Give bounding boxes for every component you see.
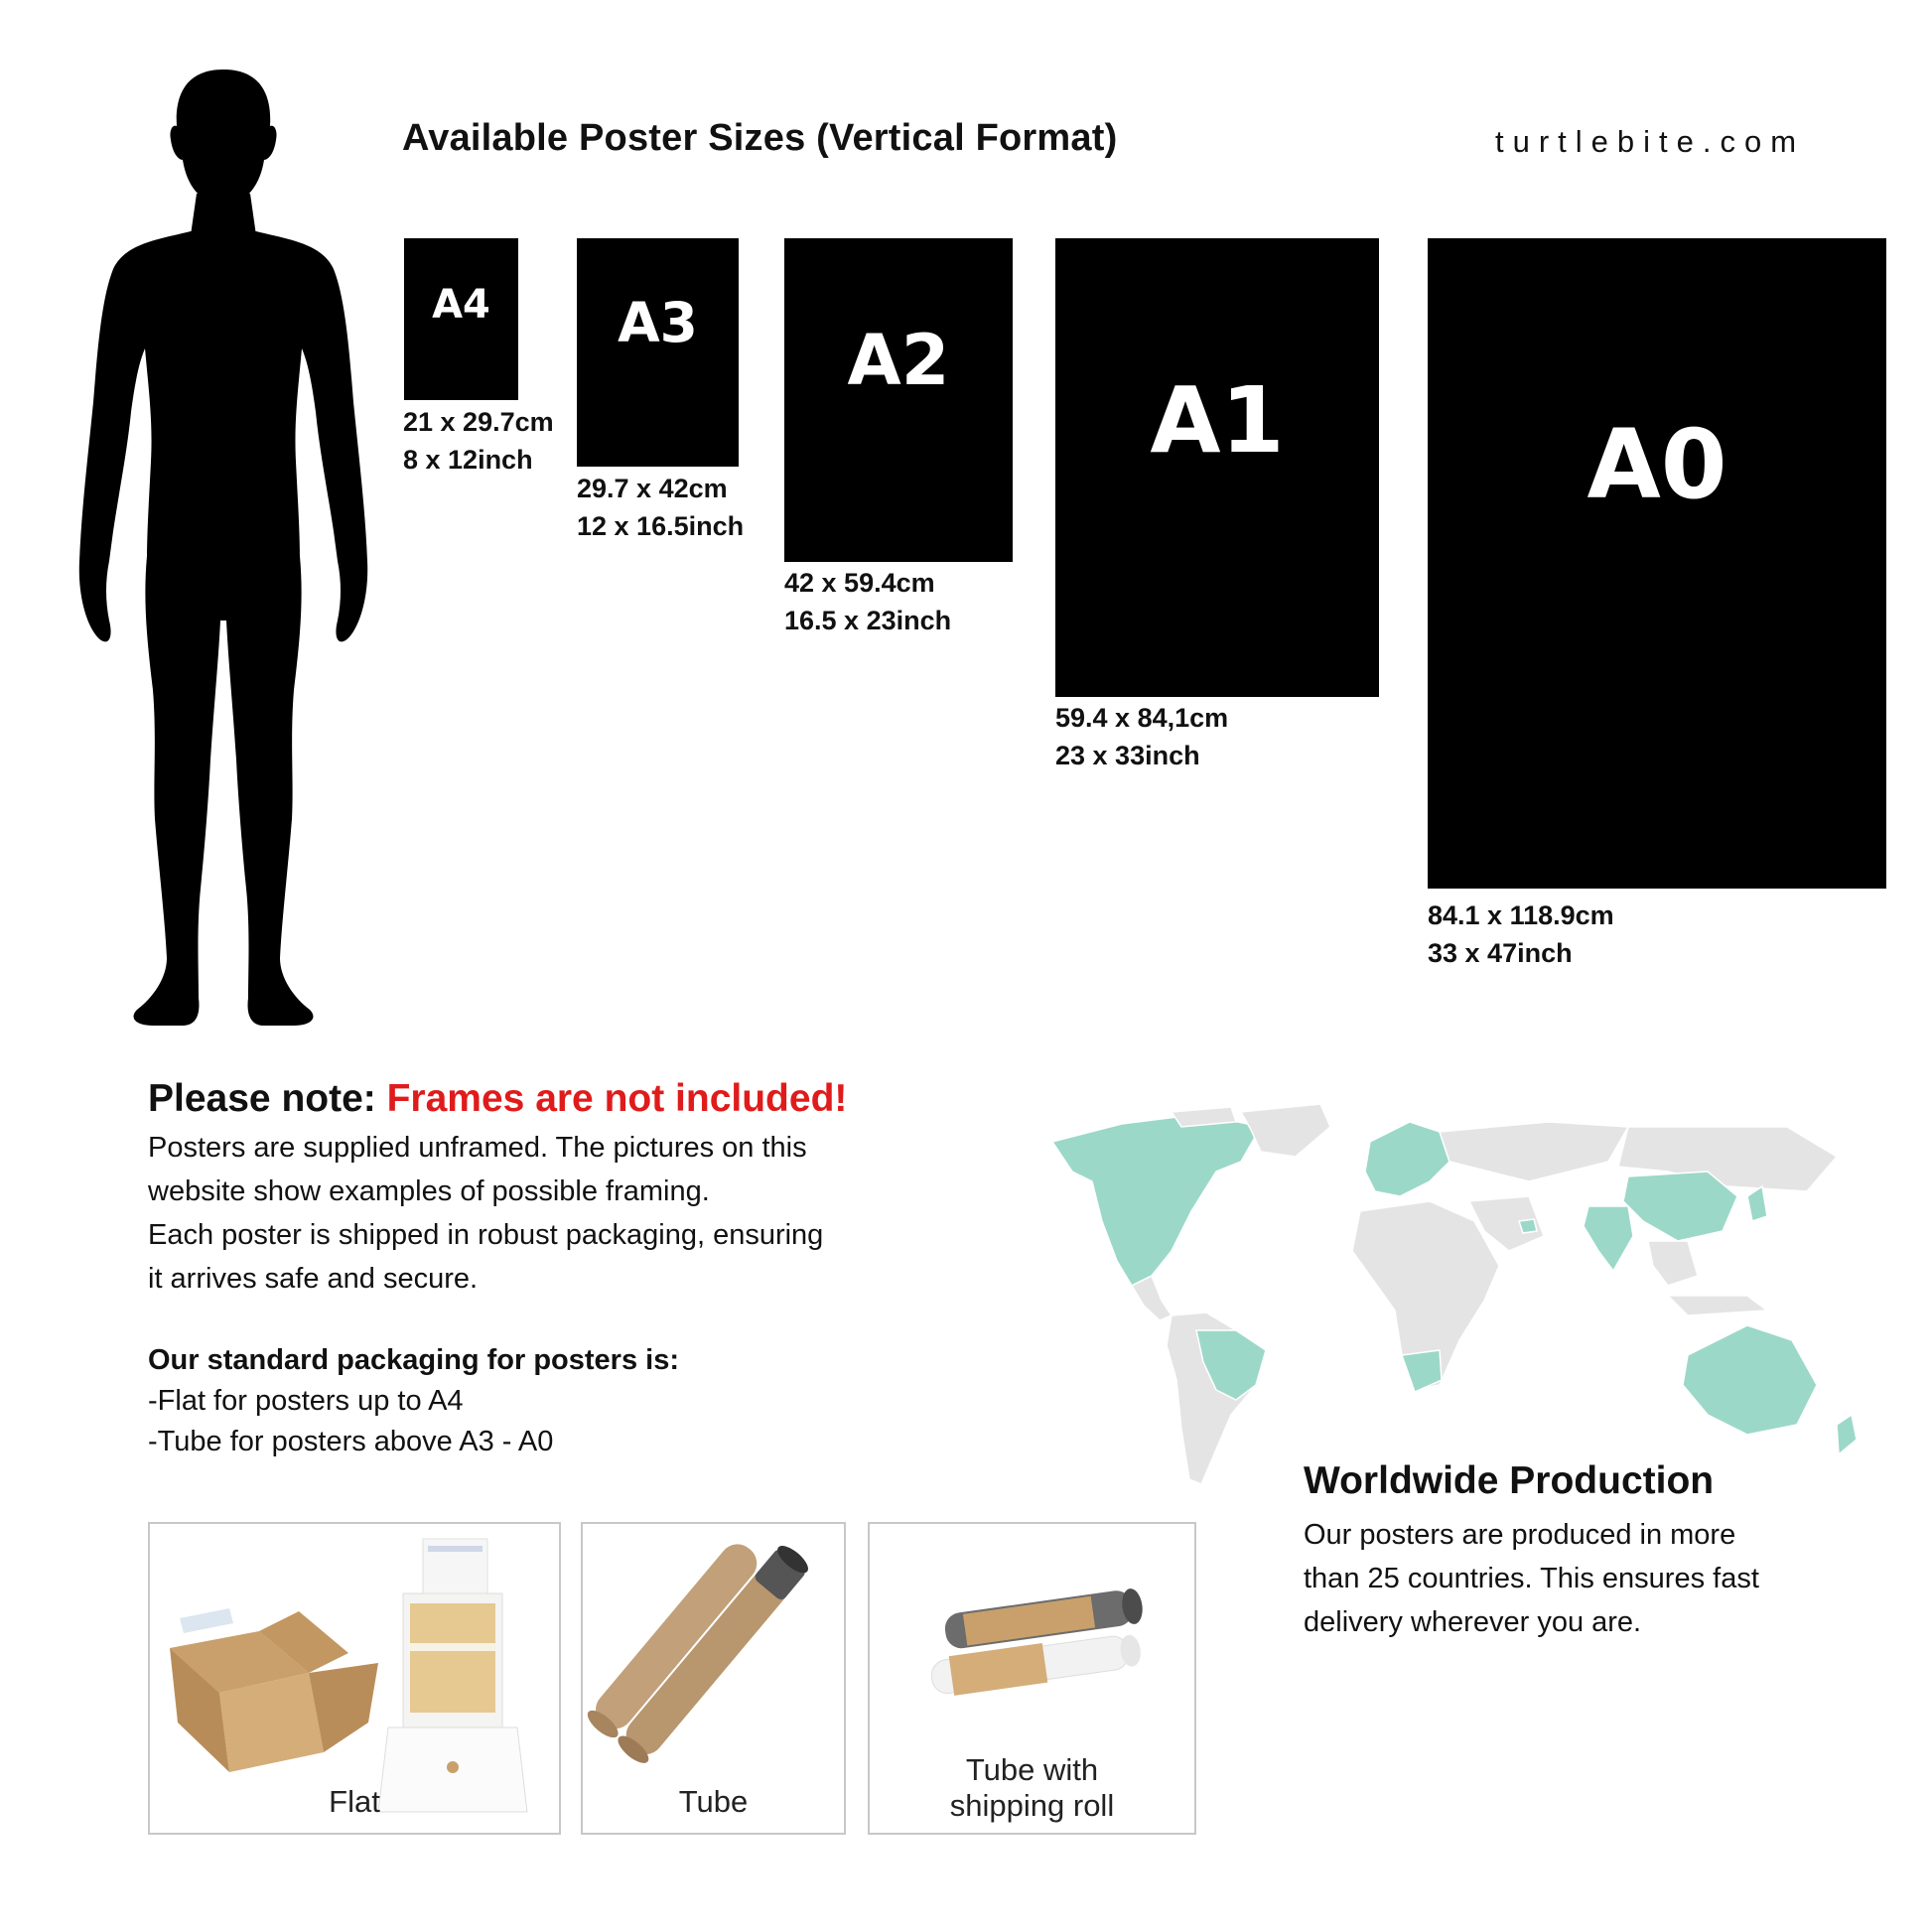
poster-a0-dimensions bbox=[1428, 897, 1614, 972]
packaging-card-flat[interactable] bbox=[148, 1522, 561, 1835]
note-line: Posters are supplied unframed. The pictures on this bbox=[148, 1132, 807, 1164]
poster-a2-cm: 42 x 59.4cm bbox=[784, 568, 935, 598]
packaging-item-flat: -Flat for posters up to A4 bbox=[148, 1385, 464, 1417]
frames-warning: Frames are not included! bbox=[386, 1077, 848, 1120]
poster-a0-label: A0 bbox=[1587, 408, 1727, 520]
note-line: it arrives safe and secure. bbox=[148, 1263, 479, 1295]
poster-a2[interactable] bbox=[784, 238, 1013, 562]
worldwide-line: delivery wherever you are. bbox=[1304, 1606, 1642, 1638]
poster-a4-dimensions bbox=[403, 403, 554, 479]
poster-a1-dimensions bbox=[1055, 699, 1228, 774]
europe bbox=[1365, 1122, 1449, 1196]
poster-a1[interactable] bbox=[1055, 238, 1379, 697]
australia bbox=[1683, 1325, 1817, 1435]
page-title: Available Poster Sizes (Vertical Format) bbox=[402, 117, 1118, 159]
packaging-card-tube[interactable] bbox=[581, 1522, 846, 1835]
poster-a2-inch: 16.5 x 23inch bbox=[784, 606, 952, 635]
poster-a2-dimensions bbox=[784, 564, 951, 639]
poster-a3-dimensions bbox=[577, 470, 744, 545]
brand-name[interactable]: turtlebite.com bbox=[1495, 124, 1806, 159]
note-body bbox=[148, 1126, 922, 1301]
world-map bbox=[1033, 1102, 1866, 1499]
poster-a3-label: A3 bbox=[618, 291, 698, 354]
poster-a4[interactable] bbox=[404, 238, 518, 400]
note-heading bbox=[148, 1077, 847, 1121]
poster-a2-label: A2 bbox=[847, 320, 950, 401]
packaging-title: Our standard packaging for posters is: bbox=[148, 1344, 679, 1376]
note-line: website show examples of possible framing. bbox=[148, 1175, 710, 1207]
packaging-item-tube: -Tube for posters above A3 - A0 bbox=[148, 1426, 554, 1457]
poster-a0[interactable] bbox=[1428, 238, 1886, 889]
india bbox=[1584, 1206, 1633, 1271]
card-label-roll-line-2: shipping roll bbox=[949, 1788, 1115, 1823]
poster-a0-inch: 33 x 47inch bbox=[1428, 938, 1573, 968]
worldwide-body bbox=[1304, 1513, 1860, 1644]
packaging-card-shipping-roll[interactable] bbox=[868, 1522, 1196, 1835]
poster-a1-label: A1 bbox=[1150, 366, 1285, 474]
poster-a4-label: A4 bbox=[432, 281, 490, 328]
worldwide-title: Worldwide Production bbox=[1304, 1459, 1715, 1502]
card-label-roll-line-1: Tube with bbox=[965, 1752, 1099, 1787]
worldwide-line: than 25 countries. This ensures fast bbox=[1304, 1563, 1759, 1594]
human-silhouette-icon bbox=[69, 65, 377, 1037]
north-america bbox=[1052, 1114, 1261, 1286]
china bbox=[1623, 1172, 1737, 1241]
poster-a1-cm: 59.4 x 84,1cm bbox=[1055, 703, 1229, 733]
poster-a0-cm: 84.1 x 118.9cm bbox=[1428, 900, 1614, 930]
poster-a3-inch: 12 x 16.5inch bbox=[577, 511, 745, 541]
note-prefix: Please note: bbox=[148, 1077, 376, 1120]
card-label-flat: Flat bbox=[329, 1784, 380, 1819]
worldwide-line: Our posters are produced in more bbox=[1304, 1519, 1736, 1551]
greenland bbox=[1241, 1104, 1330, 1157]
poster-a3-cm: 29.7 x 42cm bbox=[577, 474, 728, 503]
card-label-tube: Tube bbox=[678, 1784, 749, 1819]
new-zealand bbox=[1837, 1415, 1857, 1454]
note-line: Each poster is shipped in robust packaging, ensuring bbox=[148, 1219, 824, 1251]
poster-a3[interactable] bbox=[577, 238, 739, 467]
poster-a1-inch: 23 x 33inch bbox=[1055, 741, 1200, 770]
poster-a4-inch: 8 x 12inch bbox=[403, 445, 533, 475]
poster-a4-cm: 21 x 29.7cm bbox=[403, 407, 554, 437]
